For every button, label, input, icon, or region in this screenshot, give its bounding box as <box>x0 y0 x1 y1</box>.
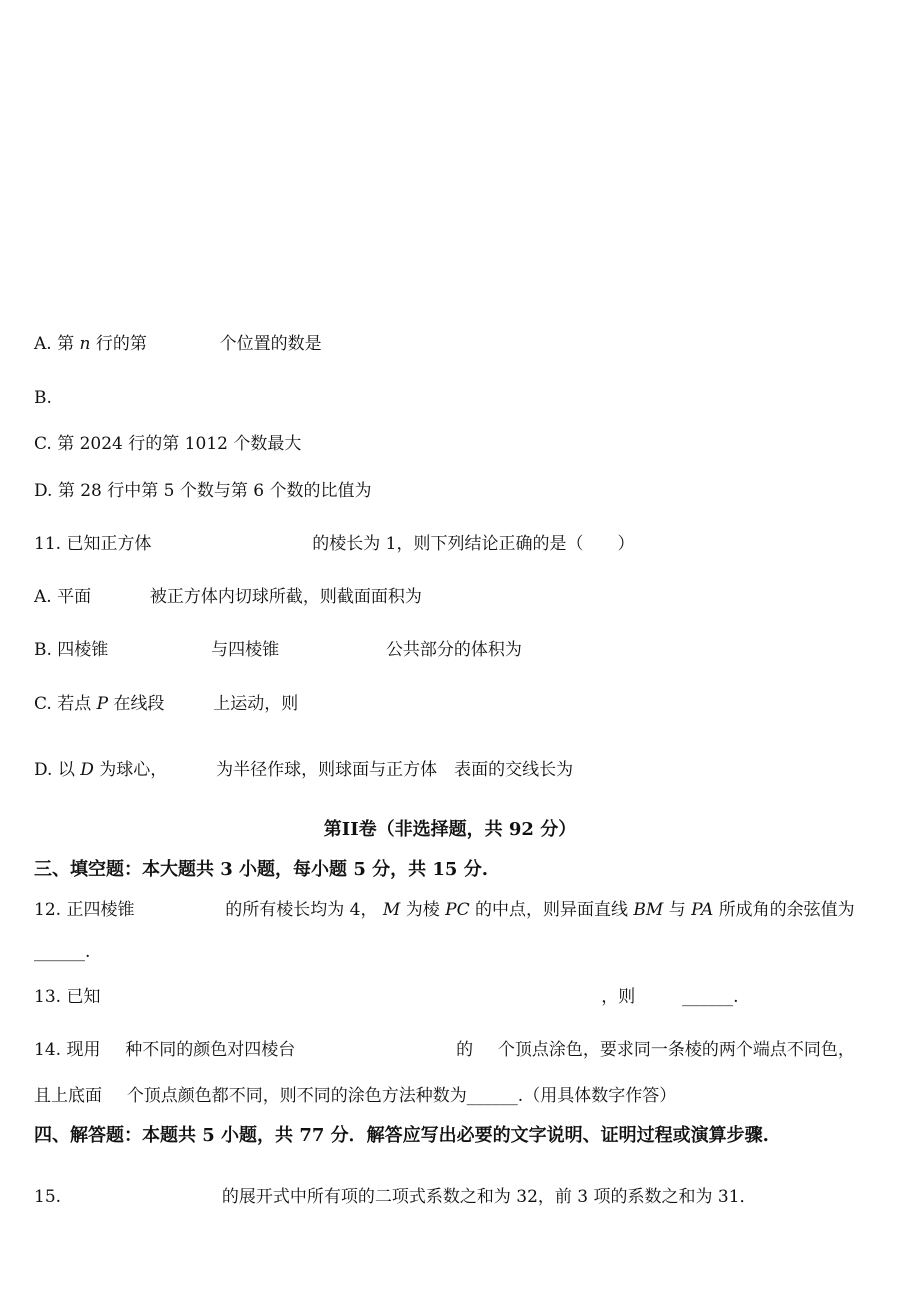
q11-option-c <box>34 693 298 715</box>
q12-var-bm: BM <box>633 900 664 920</box>
q12-prefix: 12. 正四棱锥 <box>34 900 135 920</box>
section-4-heading-text: 四、解答题：本题共 5 小题，共 77 分．解答应写出必要的文字说明、证明过程或演算步骤. <box>34 1125 769 1146</box>
q12-mid1: 的所有棱长均为 4， <box>225 900 378 920</box>
part-ii-title: 第II卷（非选择题，共 92 分） <box>323 819 577 840</box>
q11-option-d-prefix: D. 以 <box>34 760 75 780</box>
q11-option-b-prefix: B. 四棱锥 <box>34 640 109 660</box>
q15-suffix: 的展开式中所有项的二项式系数之和为 32，前 3 项的系数之和为 31． <box>221 1187 757 1207</box>
q11-option-a <box>34 586 422 608</box>
q11-option-d-mid: 为球心， <box>99 760 168 780</box>
q10-option-a-suffix: 个位置的数是 <box>219 334 322 354</box>
q10-option-a-prefix: A. 第 <box>34 334 75 354</box>
q11-stem <box>34 533 635 555</box>
q13-prefix: 13. 已知 <box>34 987 101 1007</box>
q12-var-pa: PA <box>691 900 714 920</box>
q11-option-b <box>34 639 522 661</box>
q13-mid: ，则 <box>601 987 636 1007</box>
section-4-heading <box>34 1125 769 1147</box>
q14-mid2: 的 <box>456 1040 474 1060</box>
q12-mid3: 的中点，则异面直线 <box>475 900 628 920</box>
q14-suffix: 个顶点涂色，要求同一条棱的两个端点不同色， <box>497 1040 855 1060</box>
q11-option-b-mid: 与四棱锥 <box>211 640 280 660</box>
q12-suffix: 所成角的余弦值为 <box>718 900 855 920</box>
q10-option-d <box>34 480 372 502</box>
q12-var-pc: PC <box>445 900 470 920</box>
q10-option-c <box>34 433 301 455</box>
q12-mid2: 为棱 <box>405 900 440 920</box>
q10-option-a-var: n <box>79 334 91 354</box>
q11-option-d-suffix: 为半径作球，则球面与正方体 表面的交线长为 <box>216 760 574 780</box>
q11-option-c-prefix: C. 若点 <box>34 694 92 714</box>
q11-option-a-prefix: A. 平面 <box>34 587 92 607</box>
q10-option-c-text: C. 第 2024 行的第 1012 个数最大 <box>34 434 302 454</box>
q10-option-a <box>34 333 322 355</box>
q14-line2-prefix: 且上底面 <box>34 1086 102 1106</box>
q11-option-c-var: P <box>96 694 109 714</box>
q11-option-d <box>34 759 573 781</box>
q15-line <box>34 1186 757 1208</box>
q12-var-m: M <box>382 900 401 920</box>
q14-prefix: 14. 现用 <box>34 1040 101 1060</box>
q11-option-d-var: D <box>80 760 94 780</box>
q12-answer-blank: ______. <box>34 942 91 962</box>
q11-stem-suffix: 的棱长为 1，则下列结论正确的是（ ） <box>312 534 635 554</box>
q10-option-a-mid: 行的第 <box>95 334 147 354</box>
q11-stem-prefix: 11. 已知正方体 <box>34 534 152 554</box>
section-3-heading-text: 三、填空题：本大题共 3 小题，每小题 5 分，共 15 分. <box>34 859 488 880</box>
q12-line-1 <box>34 899 855 921</box>
q13-answer-blank: ______. <box>682 987 739 1007</box>
q14-line-2 <box>34 1085 676 1107</box>
q11-option-a-suffix: 被正方体内切球所截，则截面面积为 <box>149 587 422 607</box>
q12-line-2 <box>34 941 90 963</box>
q11-option-c-suffix: 上运动，则 <box>213 694 299 714</box>
q14-line-1 <box>34 1039 855 1061</box>
q12-mid4: 与 <box>668 900 686 920</box>
q10-option-b <box>34 387 52 409</box>
q15-prefix: 15. <box>34 1187 62 1207</box>
q14-line2-suffix: 个顶点颜色都不同，则不同的涂色方法种数为______.（用具体数字作答） <box>126 1086 677 1106</box>
q11-option-b-suffix: 公共部分的体积为 <box>385 640 522 660</box>
q13-line <box>34 986 738 1008</box>
section-3-heading <box>34 859 488 881</box>
q10-option-d-text: D. 第 28 行中第 5 个数与第 6 个数的比值为 <box>34 481 372 501</box>
q14-mid1: 种不同的颜色对四棱台 <box>125 1040 296 1060</box>
q10-option-b-label: B. <box>34 388 52 408</box>
q11-option-c-mid: 在线段 <box>113 694 165 714</box>
